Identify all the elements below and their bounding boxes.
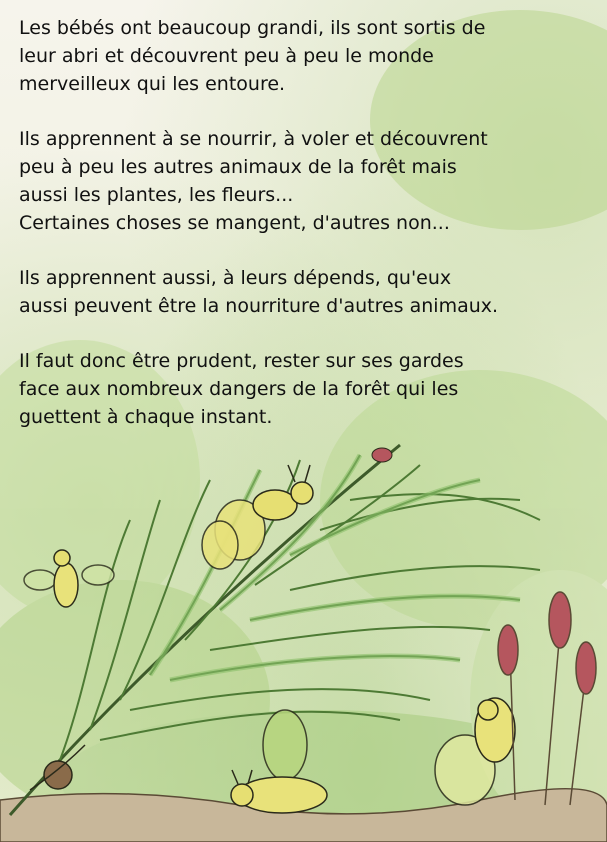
story-line: Les bébés ont beaucoup grandi, ils sont sortis de: [19, 17, 486, 39]
story-paragraph-3: [19, 264, 599, 320]
story-paragraph-4: [19, 347, 599, 431]
story-paragraph-2: [19, 125, 599, 237]
story-line: Certaines choses se mangent, d'autres non...: [19, 212, 450, 234]
story-paragraph-1: [19, 14, 599, 98]
story-line: face aux nombreux dangers de la forêt qui les: [19, 378, 459, 400]
story-line: aussi les plantes, les fleurs...: [19, 184, 294, 206]
story-line: aussi peuvent être la nourriture d'autres animaux.: [19, 295, 499, 317]
story-line: peu à peu les autres animaux de la forêt mais: [19, 156, 457, 178]
story-line: Ils apprennent à se nourrir, à voler et découvrent: [19, 128, 488, 150]
story-line: Ils apprennent aussi, à leurs dépends, qu'eux: [19, 267, 452, 289]
story-line: leur abri et découvrent peu à peu le monde: [19, 45, 434, 67]
story-text: [19, 14, 599, 458]
story-line: Il faut donc être prudent, rester sur ses gardes: [19, 350, 464, 372]
story-line: merveilleux qui les entoure.: [19, 73, 286, 95]
story-line: guettent à chaque instant.: [19, 406, 273, 428]
